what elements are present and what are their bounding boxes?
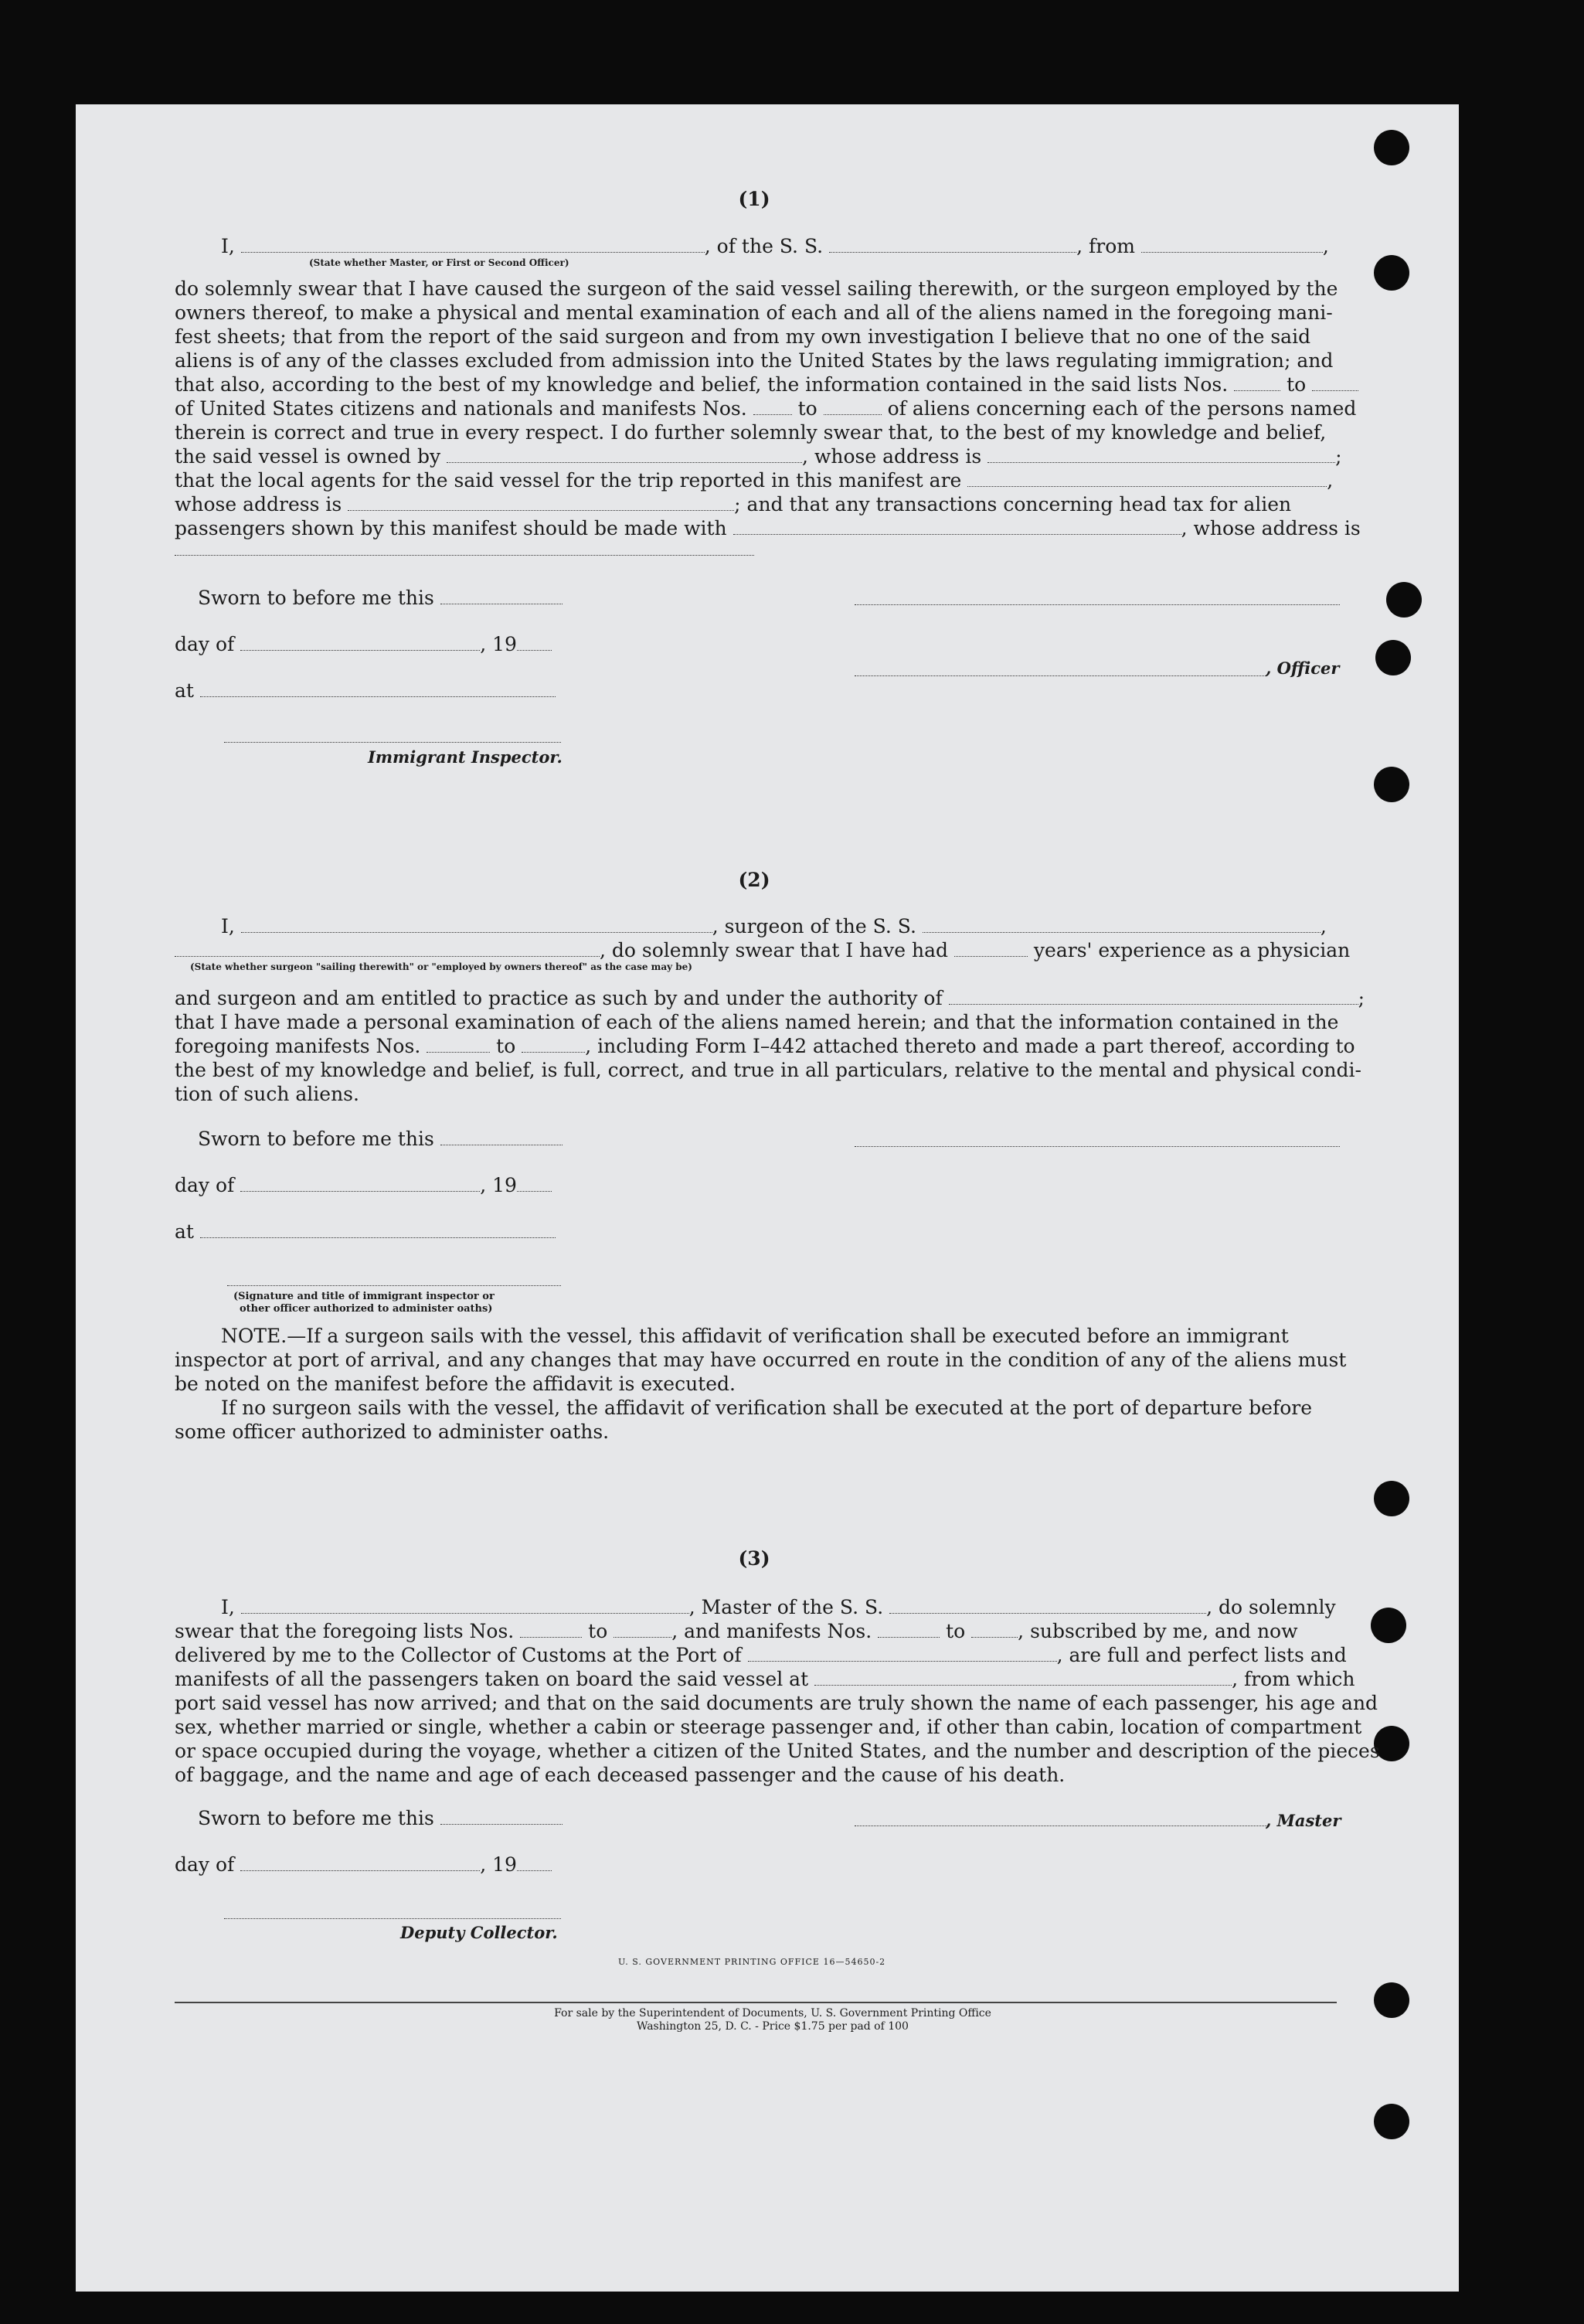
list-no-to-field[interactable] xyxy=(614,1621,671,1638)
label: ; xyxy=(1358,987,1365,1009)
day-line xyxy=(175,1173,552,1197)
officer-rank-field[interactable] xyxy=(241,236,705,253)
label: , from xyxy=(1076,235,1135,257)
body-text-line-2 xyxy=(175,1619,1298,1643)
label: Sworn to before me this xyxy=(198,587,434,609)
footer-divider xyxy=(175,2002,1337,2003)
owner-address-field[interactable] xyxy=(987,447,1335,463)
manifest-no-from-field[interactable] xyxy=(878,1621,940,1638)
month-field[interactable] xyxy=(240,1176,480,1192)
body-text: the best of my knowledge and belief, is full, correct, and true in all particulars, relative to the mental and physical condi- xyxy=(175,1059,1361,1081)
label: , surgeon of the S. S. xyxy=(712,915,916,937)
section-1-number: (1) xyxy=(738,188,770,210)
label: the said vessel is owned by xyxy=(175,445,441,468)
body-text-line-7 xyxy=(175,396,1356,420)
body-text-line-11 xyxy=(175,492,1291,516)
binder-hole xyxy=(1374,1481,1409,1516)
label: , do solemnly xyxy=(1206,1596,1336,1618)
manifest-no-to-field[interactable] xyxy=(824,399,882,415)
vessel-name-field[interactable] xyxy=(889,1598,1206,1614)
manifest-no-from-field[interactable] xyxy=(753,399,792,415)
body-text-line-6 xyxy=(175,373,1358,396)
label: , including Form I–442 attached thereto and made a part thereof, according to xyxy=(585,1035,1355,1057)
day-line xyxy=(175,632,552,656)
section-1-line-1 xyxy=(221,234,1329,258)
place-field[interactable] xyxy=(200,681,556,697)
binder-hole xyxy=(1374,130,1409,165)
port-field[interactable] xyxy=(748,1645,1057,1662)
deputy-signature-field[interactable] xyxy=(224,1918,561,1919)
sale-notice: For sale by the Superintendent of Documents, U. S. Government Printing Office xyxy=(554,2007,991,2019)
label: , 19 xyxy=(480,1853,517,1876)
body-text: sex, whether married or single, whether a cabin or steerage passenger and, if other than cabin, location of compartment xyxy=(175,1716,1362,1738)
agent-address-field[interactable] xyxy=(348,495,734,511)
body-text-line-3 xyxy=(175,986,1365,1010)
day-line xyxy=(175,1853,552,1877)
note-text: inspector at port of arrival, and any changes that may have occurred en route in the condition of any of the aliens must xyxy=(175,1349,1347,1371)
label: , xyxy=(1320,915,1327,937)
label: I, xyxy=(221,915,235,937)
label: , and manifests Nos. xyxy=(671,1620,872,1642)
label: I, xyxy=(221,1596,235,1618)
embarkation-port-field[interactable] xyxy=(814,1669,1232,1686)
sworn-line xyxy=(198,1806,563,1830)
sworn-date-field[interactable] xyxy=(440,1809,563,1825)
body-text: that I have made a personal examination of each of the aliens named herein; and that the information contained in the xyxy=(175,1011,1339,1033)
body-text: of baggage, and the name and age of each deceased passenger and the cause of his death. xyxy=(175,1764,1066,1786)
label: day of xyxy=(175,1853,235,1876)
section-3-number: (3) xyxy=(738,1547,770,1570)
label: ; xyxy=(1335,445,1342,468)
head-tax-party-field[interactable] xyxy=(733,519,1181,535)
section-2-line-2 xyxy=(175,938,1350,962)
label: at xyxy=(175,1220,194,1243)
label: , of the S. S. xyxy=(704,235,824,257)
sworn-line xyxy=(198,1127,563,1151)
label: day of xyxy=(175,633,235,655)
label: that the local agents for the said vessel for the trip reported in this manifest are xyxy=(175,469,962,492)
address-field[interactable] xyxy=(175,555,754,556)
manifest-no-from-field[interactable] xyxy=(427,1036,490,1053)
label: and surgeon and am entitled to practice as such by and under the authority of xyxy=(175,987,943,1009)
section-3-line-1 xyxy=(221,1595,1336,1619)
place-field[interactable] xyxy=(200,1222,556,1238)
binder-hole xyxy=(1386,582,1422,618)
label: delivered by me to the Collector of Customs at the Port of xyxy=(175,1644,742,1666)
at-line xyxy=(175,1220,556,1244)
body-text: therein is correct and true in every respect. I do further solemnly swear that, to the best of my knowledge and belief, xyxy=(175,421,1327,444)
body-text-line-5 xyxy=(175,1034,1355,1058)
body-text-line-9 xyxy=(175,444,1342,468)
master-name-field[interactable] xyxy=(241,1598,689,1614)
month-field[interactable] xyxy=(240,1855,480,1871)
field-caption: (State whether surgeon "sailing therewith" or "employed by owners thereof" as the case may be) xyxy=(190,961,692,972)
sworn-line xyxy=(198,586,563,610)
list-no-to-field[interactable] xyxy=(1312,375,1358,391)
body-text-line-3 xyxy=(175,1643,1347,1667)
surgeon-name-field[interactable] xyxy=(241,917,712,933)
label: , Master of the S. S. xyxy=(688,1596,884,1618)
label: , 19 xyxy=(480,1174,517,1196)
label: ; and that any transactions concerning head tax for alien xyxy=(734,493,1292,515)
label: , do solemnly swear that I have had xyxy=(600,939,949,961)
field-caption: (State whether Master, or First or Second Officer) xyxy=(309,257,569,268)
label: to xyxy=(797,397,817,420)
body-text-line-4 xyxy=(175,1667,1355,1691)
label: I, xyxy=(221,235,235,257)
year-field[interactable] xyxy=(517,1855,552,1871)
sworn-date-field[interactable] xyxy=(440,588,563,604)
deputy-label: Deputy Collector. xyxy=(400,1923,558,1942)
list-no-from-field[interactable] xyxy=(520,1621,582,1638)
label: Sworn to before me this xyxy=(198,1128,434,1150)
officer-signature-field[interactable] xyxy=(855,604,1340,605)
note-text: NOTE.—If a surgeon sails with the vessel, this affidavit of verification shall be executed before an immigrant xyxy=(221,1325,1289,1347)
label: , 19 xyxy=(480,633,517,655)
signature-caption: (Signature and title of immigrant inspector or xyxy=(233,1291,495,1302)
label: to xyxy=(588,1620,608,1642)
section-2-line-1 xyxy=(221,914,1327,938)
label: day of xyxy=(175,1174,235,1196)
label: of aliens concerning each of the persons named xyxy=(887,397,1357,420)
signature-caption: other officer authorized to administer oaths) xyxy=(240,1303,493,1315)
body-text: port said vessel has now arrived; and that on the said documents are truly shown the name of each passenger, his age and xyxy=(175,1692,1378,1714)
master-label: , Master xyxy=(1266,1811,1341,1830)
binder-hole xyxy=(1374,767,1409,802)
body-text: fest sheets; that from the report of the said surgeon and from my own investigation I believe that no one of the said xyxy=(175,325,1311,348)
label: swear that the foregoing lists Nos. xyxy=(175,1620,515,1642)
vessel-name-field[interactable] xyxy=(923,917,1321,933)
body-text: do solemnly swear that I have caused the surgeon of the said vessel sailing therewith, or the surgeon employed by the xyxy=(175,277,1338,300)
label: manifests of all the passengers taken on board the said vessel at xyxy=(175,1668,809,1690)
binder-hole xyxy=(1374,1982,1409,2018)
label: Sworn to before me this xyxy=(198,1807,434,1829)
body-text: aliens is of any of the classes excluded from admission into the United States by the laws regulating immigration; and xyxy=(175,349,1334,372)
label: whose address is xyxy=(175,493,342,515)
local-agents-field[interactable] xyxy=(967,471,1327,487)
officer-label: , Officer xyxy=(1266,658,1340,678)
note-text: be noted on the manifest before the affidavit is executed. xyxy=(175,1373,736,1395)
label: of United States citizens and nationals and manifests Nos. xyxy=(175,397,747,420)
year-field[interactable] xyxy=(517,1176,552,1192)
at-line xyxy=(175,679,556,703)
sale-notice: Washington 25, D. C. - Price $1.75 per pad of 100 xyxy=(637,2020,909,2033)
label: passengers shown by this manifest should be made with xyxy=(175,517,727,539)
vessel-name-field[interactable] xyxy=(829,236,1076,253)
gpo-imprint: U. S. GOVERNMENT PRINTING OFFICE 16—54650-2 xyxy=(618,1957,886,1967)
binder-hole xyxy=(1375,640,1411,675)
owner-field[interactable] xyxy=(447,447,802,463)
binder-hole xyxy=(1374,255,1409,291)
label: foregoing manifests Nos. xyxy=(175,1035,421,1057)
departure-port-field[interactable] xyxy=(1141,236,1323,253)
inspector-label: Immigrant Inspector. xyxy=(368,747,563,767)
label: , xyxy=(1327,469,1334,492)
section-2-number: (2) xyxy=(738,869,770,891)
list-no-from-field[interactable] xyxy=(1234,375,1280,391)
body-text: or space occupied during the voyage, whether a citizen of the United States, and the number and description of the pieces xyxy=(175,1740,1380,1762)
body-text: tion of such aliens. xyxy=(175,1083,359,1105)
label: , are full and perfect lists and xyxy=(1056,1644,1347,1666)
year-field[interactable] xyxy=(517,635,552,651)
body-text: owners thereof, to make a physical and mental examination of each and all of the aliens named in the foregoing mani- xyxy=(175,301,1333,324)
month-field[interactable] xyxy=(240,635,480,651)
label: , whose address is xyxy=(802,445,982,468)
authority-field[interactable] xyxy=(949,988,1358,1005)
label: , from which xyxy=(1232,1668,1355,1690)
label: to xyxy=(1287,373,1307,396)
manifest-no-to-field[interactable] xyxy=(971,1621,1018,1638)
sworn-date-field[interactable] xyxy=(440,1129,563,1145)
body-text-line-10 xyxy=(175,468,1333,492)
label: at xyxy=(175,679,194,702)
label: , subscribed by me, and now xyxy=(1018,1620,1298,1642)
officer-name-field[interactable] xyxy=(855,675,1267,676)
note-text: If no surgeon sails with the vessel, the affidavit of verification shall be executed at the port of departure before xyxy=(221,1397,1312,1419)
label: , whose address is xyxy=(1181,517,1361,539)
label: to xyxy=(946,1620,966,1642)
binder-hole xyxy=(1371,1608,1406,1643)
inspector-signature-field[interactable] xyxy=(227,1285,561,1286)
binder-hole xyxy=(1374,2104,1409,2139)
inspector-signature-field[interactable] xyxy=(224,742,561,743)
label: to xyxy=(496,1035,516,1057)
years-experience-field[interactable] xyxy=(954,941,1028,957)
note-text: some officer authorized to administer oaths. xyxy=(175,1421,610,1443)
label: , xyxy=(1322,235,1329,257)
body-text-line-12 xyxy=(175,516,1361,540)
surgeon-signature-field[interactable] xyxy=(855,1146,1340,1147)
label: that also, according to the best of my knowledge and belief, the information contained in the said lists Nos. xyxy=(175,373,1229,396)
surgeon-status-field[interactable] xyxy=(175,941,600,957)
manifest-no-to-field[interactable] xyxy=(522,1036,585,1053)
label: years' experience as a physician xyxy=(1033,939,1351,961)
